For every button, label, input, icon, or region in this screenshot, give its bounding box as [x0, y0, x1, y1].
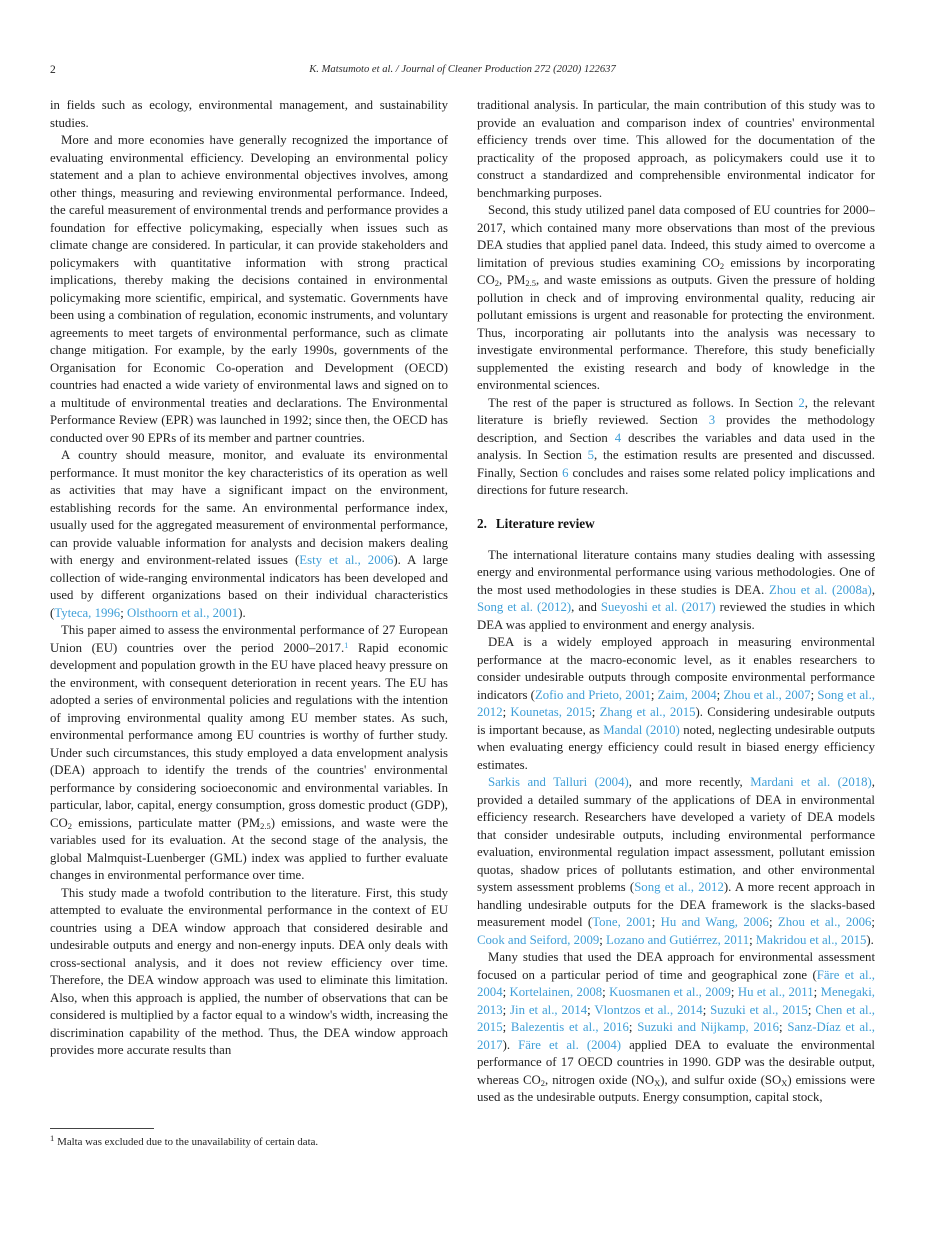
citation-link[interactable]: Sarkis and Talluri (2004): [488, 775, 629, 789]
text-run: ;: [502, 985, 510, 999]
paragraph: [477, 547, 875, 635]
text-run: concludes and raises some related policy implications and directions for future research.: [477, 465, 875, 497]
footnote-divider: [50, 1128, 154, 1129]
citation-link[interactable]: Zofio and Prieto, 2001: [534, 687, 651, 702]
text-run: describes the variables and data used in the analysis. In Section: [477, 430, 875, 462]
text-run: , and more recently,: [628, 775, 751, 789]
text-run: ;: [502, 1002, 511, 1017]
text-run: ).: [502, 1037, 519, 1052]
citation-link[interactable]: Song et al., 2012: [477, 687, 875, 719]
text-run: ;: [651, 915, 661, 929]
text-run: traditional analysis. In particular, the main contribution of this study was to provide an evaluation and comparison index of countries' environmental efficiency trends over time. This allowed for the documentation of the practicality of the proposed approach, as policymakers could use it to construct a standardized and comprehensible environmental indicator for benchmarking purposes.: [477, 98, 875, 200]
text-run: ;: [650, 687, 658, 702]
citation-link[interactable]: Jin et al., 2014: [510, 1002, 588, 1017]
citation-link[interactable]: Lozano and Gutiérrez, 2011: [606, 932, 750, 947]
citation-link[interactable]: 2: [798, 395, 805, 410]
text-run: , PM: [499, 273, 526, 287]
citation-link[interactable]: Vlontzos et al., 2014: [594, 1002, 703, 1017]
citation-link[interactable]: Zhou et al. (2008a): [769, 582, 872, 597]
text-run: Second, this study utilized panel data composed of EU countries for 2000–2017, which contained many more observations than most of the previous DEA studies that applied panel data. Indeed, this study aimed to overcome a limitation of previous studies examining CO: [477, 203, 875, 270]
text-run: in fields such as ecology, environmental management, and sustainability studies.: [50, 98, 448, 130]
subscript: 2: [540, 1077, 545, 1088]
text-run: Many studies that used the DEA approach for environmental assessment focused on a particular period of time and geographical zone (: [477, 950, 875, 982]
text-run: ;: [602, 985, 610, 999]
text-run: ;: [749, 932, 756, 947]
text-run: ). A large collection of wide-ranging environmental indicators has been developed and used by different organizations based on their individual characteristics (: [50, 553, 448, 620]
citation-link[interactable]: Zaim, 2004: [657, 687, 717, 702]
citation-link[interactable]: Tone, 2001: [592, 915, 652, 929]
paragraph: [50, 447, 448, 622]
text-run: ;: [591, 705, 600, 719]
citation-link[interactable]: Hu et al., 2011: [737, 985, 814, 999]
text-run: emissions, particulate matter (PM: [72, 815, 261, 830]
citation-link[interactable]: Zhang et al., 2015: [599, 705, 696, 719]
paragraph: [50, 132, 448, 447]
text-run: ;: [779, 1020, 788, 1034]
paragraph: [50, 885, 448, 1060]
text-run: ;: [716, 687, 724, 702]
text-run: ;: [807, 1002, 816, 1017]
citation-link[interactable]: Kuosmanen et al., 2009: [609, 985, 731, 999]
section-title: Literature review: [495, 515, 595, 531]
subscript: 2: [719, 260, 725, 271]
paragraph: [477, 634, 875, 774]
subscript: 2: [494, 278, 500, 288]
page-number: 2: [50, 64, 56, 76]
text-run: ). Considering undesirable outputs is important because, as: [477, 705, 875, 737]
running-head: K. Matsumoto et al. / Journal of Cleaner Production 272 (2020) 122637: [309, 64, 616, 75]
citation-link[interactable]: Zhou et al., 2007: [723, 687, 811, 702]
text-run: ;: [628, 1020, 638, 1034]
subscript: X: [654, 1077, 661, 1088]
subscript: 2: [67, 820, 73, 831]
text-run: , provided a detailed summary of the applications of DEA in environmental efficiency research. Researchers have developed a variety of DEA models that consider undesirable outputs, including environmental performance evaluation, environmental regulation impact assessment, pollutant emission quotas, shadow prices of pollutants estimation, and other environmental system assessment problems (: [477, 775, 875, 894]
citation-link[interactable]: Tyteca, 1996: [54, 605, 121, 620]
citation-link[interactable]: 3: [708, 413, 716, 427]
text-run: ;: [810, 687, 818, 702]
footnote-ref-link[interactable]: 1: [344, 639, 349, 650]
text-run: noted, neglecting undesirable outputs when evaluating energy efficiency could result in biased energy efficiency estimates.: [477, 722, 875, 772]
citation-link[interactable]: Sanz-Díaz et al., 2017: [477, 1020, 875, 1052]
citation-link[interactable]: Suzuki and Nijkamp, 2016: [637, 1020, 780, 1034]
footnote-body: Malta was excluded due to the unavailability of certain data.: [57, 1136, 319, 1148]
citation-link[interactable]: Mandal (2010): [603, 722, 680, 737]
text-run: ).: [866, 932, 874, 947]
paragraph: [477, 395, 875, 500]
text-run: , and waste emissions as outputs. Given the pressure of holding pollution in check and of improving environmental quality, reducing air pollutant emissions is urgent and reasonable for protecting the environment. Thus, incorporating air pollutants into the analysis was necessary to investigate environmental performance. Therefore, this study beneficially supplemented the existing research and body of knowledge in the environmental sciences.: [477, 273, 875, 392]
citation-link[interactable]: Song et al. (2012): [477, 600, 572, 614]
paragraph: [477, 202, 875, 395]
text-run: This study made a twofold contribution to the literature. First, this study attempted to evaluate the environmental performance in the context of EU countries using a DEA window approach that considered desirable and undesirable outputs and energy and non-energy inputs. DEA only deals with cross-sectional analysis, and it does not review efficiency over time. Therefore, the DEA window approach was used to eliminate this limitation. Also, when this approach is applied, the number of observations that can be considered is multiplied by a factor equal to a window's width, increasing the discrimination capability of the method. Thus, the DEA window approach provides more accurate results than: [50, 885, 448, 1057]
text-run: A country should measure, monitor, and evaluate its environmental performance. It must monitor the key characteristics of its operation as well as activities that may have a significant impact on the environment, establishing records for the same. An environmental performance index, usually used for the aggregated measurement of environmental performance, can provide valuable information for analysts and decision makers dealing with energy and environment-related issues (: [50, 448, 448, 567]
text-run: , the estimation results are presented and discussed. Finally, Section: [477, 448, 875, 480]
paragraph: [477, 774, 875, 949]
text-run: ;: [702, 1002, 711, 1017]
text-run: DEA is a widely employed approach in measuring environmental performance at the macro-economic level, as it enables researchers to consider undesirable outputs through composite environmental performance indicators (: [477, 635, 875, 702]
article-body: [50, 97, 875, 1229]
text-run: This paper aimed to assess the environmental performance of 27 European Union (EU) countries over the period 2000–2017.: [50, 623, 448, 655]
citation-link[interactable]: Olsthoorn et al., 2001: [126, 605, 239, 620]
paragraph: [50, 97, 448, 132]
text-run: ), and sulfur oxide (SO: [660, 1072, 782, 1087]
citation-link[interactable]: Kounetas, 2015: [510, 705, 592, 719]
text-run: emissions by incorporating CO: [477, 255, 875, 287]
footnote-marker: 1: [50, 1133, 55, 1143]
text-run: ) emissions were used as the undesirable outputs. Energy consumption, capital stock,: [477, 1072, 875, 1104]
citation-link[interactable]: Chen et al., 2015: [477, 1002, 875, 1034]
text-run: ;: [599, 932, 607, 947]
text-run: provides the methodology description, and Section: [477, 413, 875, 445]
section-number: 2.: [477, 515, 487, 531]
text-run: ;: [502, 705, 511, 719]
text-run: ;: [871, 915, 875, 929]
citation-link[interactable]: Färe et al., 2004: [477, 967, 875, 999]
text-run: , the relevant literature is briefly reviewed. Section: [477, 395, 875, 427]
text-run: Rapid economic development and population growth in the EU have placed heavy pressure on the environment, with consequent deterioration in recent years. The EU has adopted a series of environmental policies and regulations with the intention of improving environmental quality among EU member states. As such, environmental performance among EU countries is worthy of further study. Under such circumstances, this study employed a data envelopment analysis (DEA) approach to identify the trends of the countries' environmental performance by considering socioeconomic and environmental variables. In particular, labor, capital, energy consumption, gross domestic product (GDP), CO: [50, 640, 448, 830]
text-run: ;: [768, 915, 778, 929]
text-run: reviewed the studies in which DEA was applied to environment and energy analysis.: [477, 600, 875, 632]
citation-link[interactable]: Zhou et al., 2006: [777, 915, 872, 929]
text-run: ) emissions, and waste were the variables used for its evaluation. At the second stage of the analysis, the global Malmquist-Luenberger (GML) index was applied to further evaluate changes in environmental performance over time.: [50, 815, 448, 882]
text-run: ).: [238, 605, 246, 620]
paragraph: [477, 97, 875, 202]
paragraph: [50, 622, 448, 885]
citation-link[interactable]: Hu and Wang, 2006: [660, 915, 769, 929]
subscript: 2.5: [525, 278, 537, 288]
citation-link[interactable]: Song et al., 2012: [634, 880, 724, 894]
text-run: , and: [571, 600, 601, 614]
footnote-text: [50, 1135, 448, 1149]
left-column: [50, 97, 448, 1123]
citation-link[interactable]: Menegaki, 2013: [477, 985, 875, 1017]
footnote: [50, 1128, 448, 1149]
text-run: applied DEA to evaluate the environmental performance of 17 OECD countries in 1990. GDP was the desirable output, whereas CO: [477, 1037, 875, 1087]
text-run: ,: [871, 582, 875, 597]
text-run: More and more economies have generally recognized the importance of evaluating environmental efficiency. Developing an environmental policy statement and a plan to achieve environmental objectives involves, among other things, measuring and reviewing environmental performance. Indeed, the careful measurement of environmental trends and performance provides a foundation for effective policymaking, especially when issues such as climate change are considered. In particular, it can provide stakeholders and policymakers with quantitative information with strong practical implications, thereby making the decisions contained in environmental policymaking more scientific, empirical, and systematic. Governments have been using a combination of regulation, economic instruments, and voluntary agreements to meet targets of environmental performance, such as climate change mitigation. For example, by the early 1990s, governments of the Organisation for Economic Co-operation and Development (OECD) countries had enacted a wide variety of environmental laws and signed on to a multitude of environmental treaties and declarations. The Environmental Performance Review (EPR) was launched in 1992; since then, the OECD has conducted over 90 EPRs of its member and partner countries.: [50, 133, 448, 445]
citation-link[interactable]: Kortelainen, 2008: [509, 985, 603, 999]
text-run: ;: [120, 605, 127, 620]
text-run: ;: [502, 1020, 511, 1034]
right-column: [477, 97, 875, 1229]
citation-link[interactable]: Makridou et al., 2015: [755, 932, 867, 947]
text-run: ;: [813, 985, 821, 999]
subscript: 2.5: [260, 820, 271, 831]
text-run: The international literature contains many studies dealing with assessing energy and environmental performance using various methodologies. One of the most used methodologies in these studies is DEA.: [477, 547, 875, 597]
text-run: ). A more recent approach in handling undesirable outputs for the DEA framework is the slacks-based measurement model (: [477, 880, 875, 929]
citation-link[interactable]: 5: [587, 448, 595, 462]
text-run: The rest of the paper is structured as follows. In Section: [488, 395, 799, 410]
citation-link[interactable]: Esty et al., 2006: [299, 553, 394, 567]
text-run: ;: [730, 985, 738, 999]
section-heading: [477, 516, 875, 532]
text-run: , nitrogen oxide (NO: [544, 1072, 655, 1087]
citation-link[interactable]: Färe et al. (2004): [518, 1037, 621, 1052]
citation-link[interactable]: Suzuki et al., 2015: [710, 1002, 808, 1017]
citation-link[interactable]: Cook and Seiford, 2009: [477, 932, 600, 947]
citation-link[interactable]: Sueyoshi et al. (2017): [600, 600, 716, 614]
citation-link[interactable]: 4: [614, 430, 622, 445]
citation-link[interactable]: 6: [562, 465, 569, 480]
citation-link[interactable]: Mardani et al. (2018): [750, 775, 872, 789]
citation-link[interactable]: Balezentis et al., 2016: [510, 1020, 629, 1034]
paragraph: [477, 949, 875, 1107]
subscript: X: [781, 1077, 788, 1088]
text-run: ;: [587, 1002, 595, 1017]
